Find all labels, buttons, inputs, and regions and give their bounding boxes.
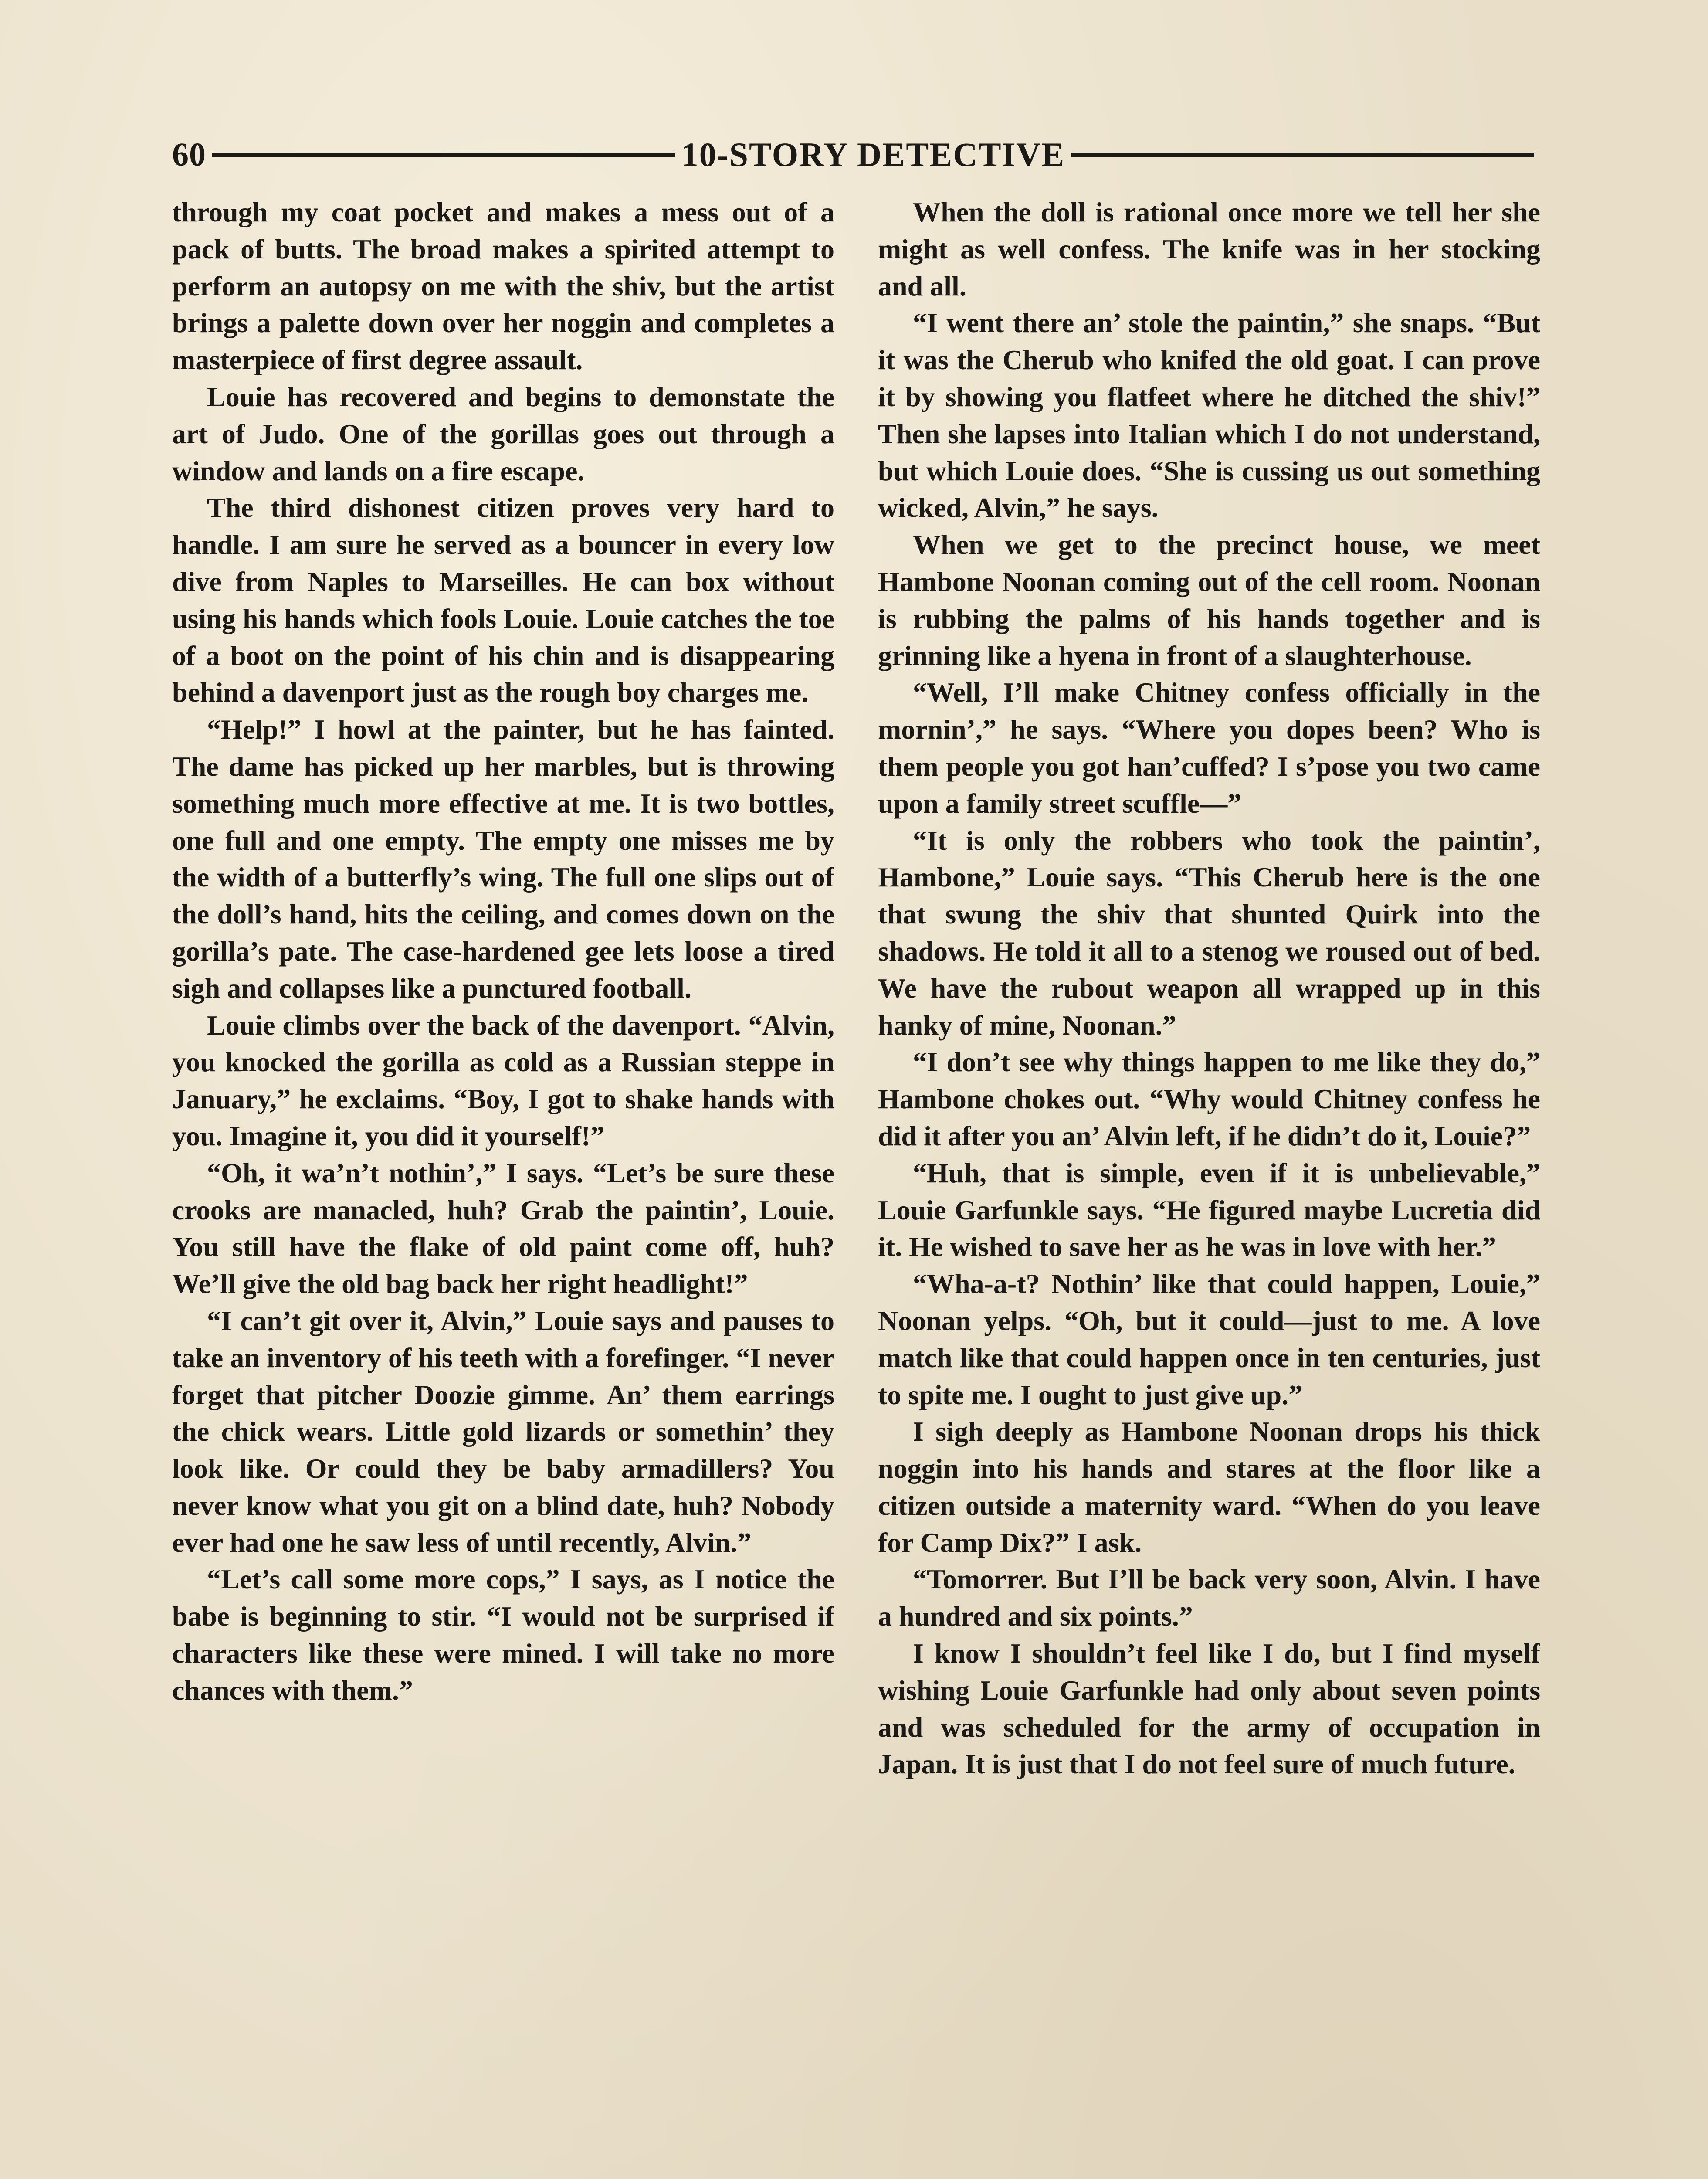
paragraph: Louie has recovered and begins to demonstate the art of Judo. One of the gorillas goes out through a window and lands on a fire escape. [172,381,834,486]
paragraph: I know I shouldn’t feel like I do, but I find myself wishing Louie Garfunkle had only about seven points and was scheduled for the army of occupation in Japan. It is just that I do not feel sure of much future. [878,1638,1540,1780]
running-title: 10-STORY DETECTIVE [681,136,1065,173]
paragraph: I sigh deeply as Hambone Noonan drops his thick noggin into his hands and stares at the floor like a citizen outside a maternity ward. “When do you leave for Camp Dix?” I ask. [878,1416,1540,1558]
paragraph: “Well, I’ll make Chitney confess officially in the mornin’,” he says. “Where you dopes been? Who is them people you got han’cuffed? I s’pose you two came upon a family street scuffle—” [878,677,1540,819]
page-header [172,131,1540,179]
paragraph: “Help!” I howl at the painter, but he has fainted. The dame has picked up her marbles, but is throwing something much more effective at me. It is two bottles, one full and one empty. The empty one misses me by the width of a butterfly’s wing. The full one slips out of the doll’s hand, hits the ceiling, and comes down on the gorilla’s pate. The case-hardened gee lets loose a tired sigh and collapses like a punctured football. [172,714,834,1004]
paragraph: The third dishonest citizen proves very hard to handle. I am sure he served as a bouncer in every low dive from Naples to Marseilles. He can box without using his hands which fools Louie. Louie catches the toe of a boot on the point of his chin and is disappearing behind a davenport just as the rough boy charges me. [172,492,834,708]
page-number: 60 [172,136,206,173]
paragraph: through my coat pocket and makes a mess out of a pack of butts. The broad makes a spirited attempt to perform an autopsy on me with the shiv, but the artist brings a palette down over her noggin and completes a masterpiece of first degree assault. [172,197,834,376]
header-rule-right [1071,153,1534,157]
paragraph: “Tomorrer. But I’ll be back very soon, Alvin. I have a hundred and six points.” [878,1564,1540,1632]
paragraph: “Oh, it wa’n’t nothin’,” I says. “Let’s be sure these crooks are manacled, huh? Grab the paintin’, Louie. You still have the flake of old paint come off, huh? We’ll give the old bag back her right headlight!” [172,1157,834,1300]
paragraph: “Wha-a-t? Nothin’ like that could happen, Louie,” Noonan yelps. “Oh, but it could—just to me. A love match like that could happen once in ten centuries, just to spite me. I ought to just give up.” [878,1268,1540,1410]
paragraph: “Let’s call some more cops,” I says, as I notice the babe is beginning to stir. “I would not be surprised if characters like these were mined. I will take no more chances with them.” [172,1564,834,1706]
paragraph: When we get to the precinct house, we meet Hambone Noonan coming out of the cell room. Noonan is rubbing the palms of his hands together and is grinning like a hyena in front of a slaughterhouse. [878,529,1540,671]
paragraph: “I don’t see why things happen to me like they do,” Hambone chokes out. “Why would Chitney confess he did it after you an’ Alvin left, if he didn’t do it, Louie?” [878,1046,1540,1151]
paragraph: “I can’t git over it, Alvin,” Louie says and pauses to take an inventory of his teeth with a forefinger. “I never forget that pitcher Doozie gimme. An’ them earrings the chick wears. Little gold lizards or somethin’ they look like. Or could they be baby armadillers? You never know what you git on a blind date, huh? Nobody ever had one he saw less of until recently, Alvin.” [172,1305,834,1558]
paragraph: “It is only the robbers who took the paintin’, Hambone,” Louie says. “This Cherub here is the one that swung the shiv that shunted Quirk into the shadows. He told it all to a stenog we roused out of bed. We have the rubout weapon all wrapped up in this hanky of mine, Noonan.” [878,825,1540,1041]
right-column [878,194,1540,2179]
paragraph: Louie climbs over the back of the davenport. “Alvin, you knocked the gorilla as cold as a Russian steppe in January,” he exclaims. “Boy, I got to shake hands with you. Imagine it, you did it yourself!” [172,1009,834,1151]
article-body [172,194,1540,2179]
paragraph: “I went there an’ stole the paintin,” she snaps. “But it was the Cherub who knifed the old goat. I can prove it by showing you flatfeet where he ditched the shiv!” Then she lapses into Italian which I do not understand, but which Louie does. “She is cussing us out something wicked, Alvin,” he says. [878,307,1540,523]
header-rule-left [212,153,675,157]
paragraph: When the doll is rational once more we tell her she might as well confess. The knife was in her stocking and all. [878,197,1540,302]
left-column [172,194,834,2179]
paragraph: “Huh, that is simple, even if it is unbelievable,” Louie Garfunkle says. “He figured maybe Lucretia did it. He wished to save her as he was in love with her.” [878,1157,1540,1263]
